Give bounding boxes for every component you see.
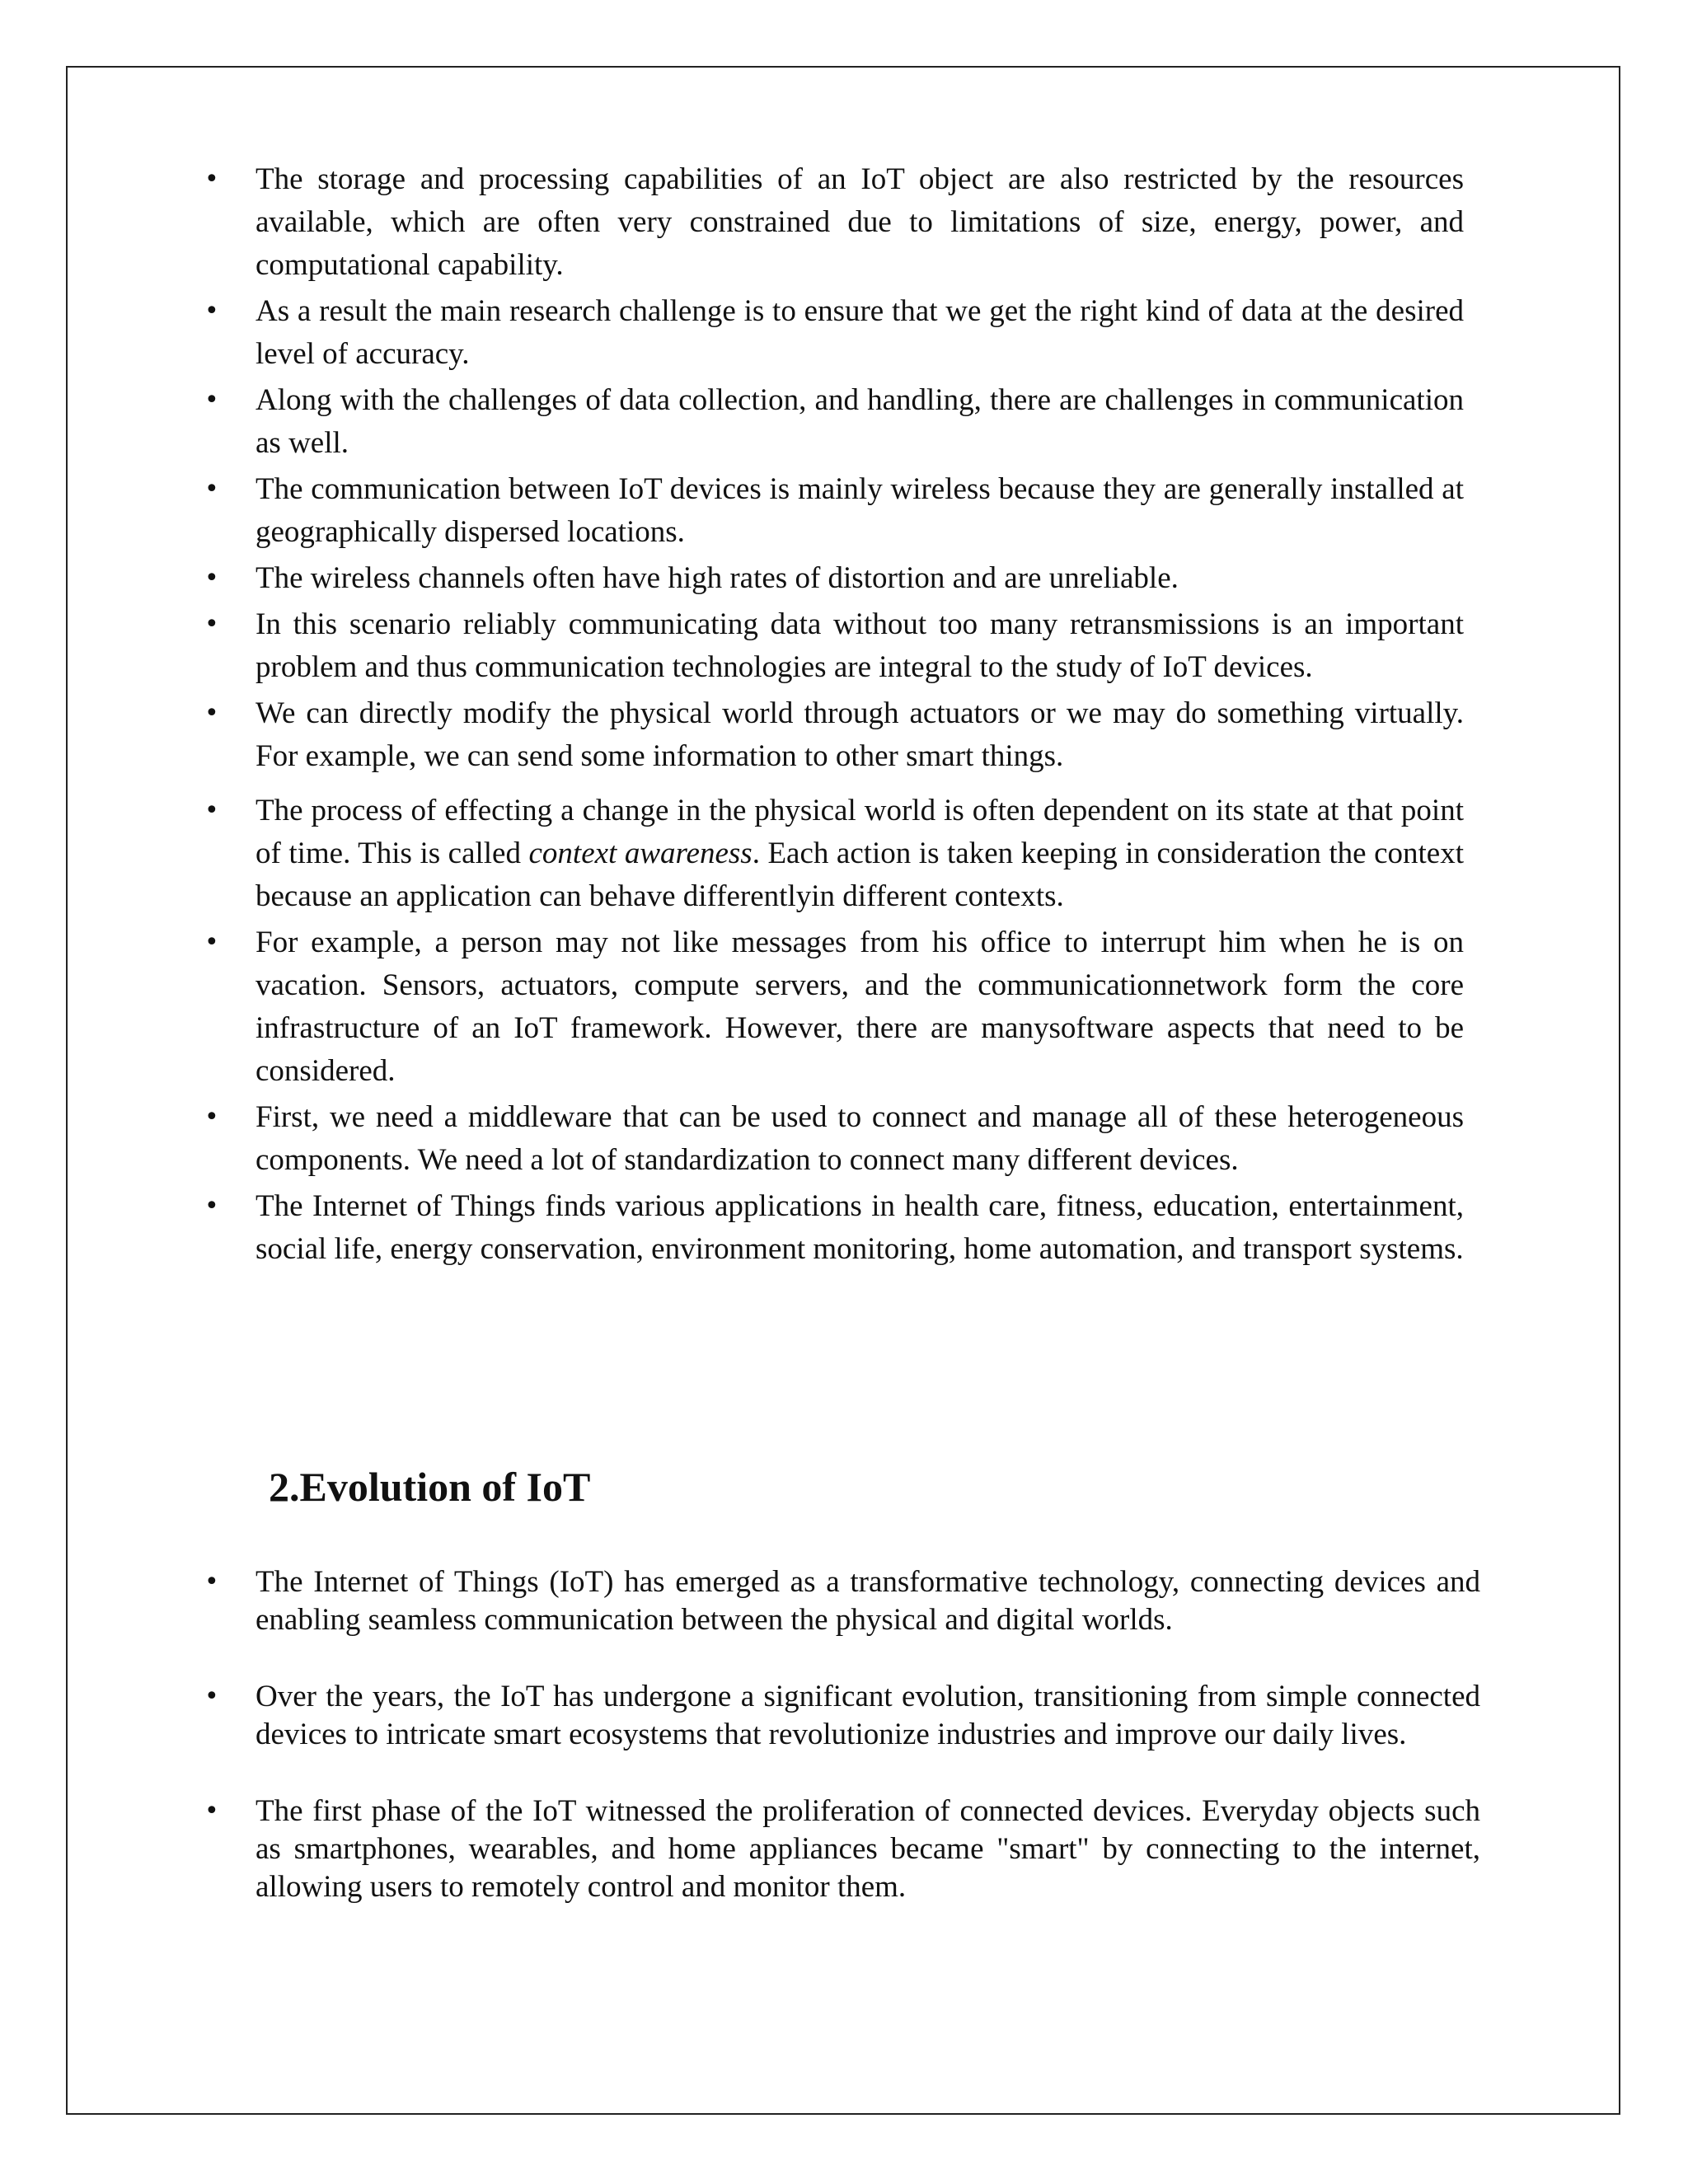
bullet-icon: • (204, 1103, 219, 1132)
list-item (204, 158, 1464, 287)
list-item-text: In this scenario reliably communicating data without too many retransmissions is an important problem and thus communication technologies are integral to the study of IoT devices. (256, 607, 1464, 684)
list-item (204, 468, 1464, 554)
list-item (204, 921, 1464, 1093)
bullet-icon: • (204, 1192, 219, 1221)
intro-bullet-list (204, 158, 1464, 1274)
bullet-icon: • (204, 1682, 219, 1711)
evolution-bullet-list (204, 1563, 1480, 1945)
list-item-text: The Internet of Things finds various applications in health care, fitness, education, entertainment, social life, energy conservation, environment monitoring, home automation, and transport systems. (256, 1189, 1464, 1266)
list-item (204, 290, 1464, 376)
list-item-text: The Internet of Things (IoT) has emerged as a transformative technology, connecting devices and enabling seamless communication between the physical and digital worlds. (256, 1565, 1480, 1637)
list-item (204, 1678, 1480, 1754)
list-item-text: Along with the challenges of data collection, and handling, there are challenges in communication as well. (256, 383, 1464, 460)
text-segment: The process of effecting a change in the physical world is often dependent on its state at that point of time. This is called (256, 794, 1464, 870)
text-segment: . Each action is taken keeping in consideration the context because an application can behave differentlyin different contexts. (256, 837, 1464, 913)
list-item-text (256, 794, 1464, 913)
list-item (204, 379, 1464, 465)
bullet-icon: • (204, 610, 219, 639)
list-item (204, 790, 1464, 918)
list-item-text: We can directly modify the physical world through actuators or we may do something virtually. For example, we can send some information to other smart things. (256, 696, 1464, 773)
list-item-text: The communication between IoT devices is mainly wireless because they are generally installed at geographically dispersed locations. (256, 472, 1464, 549)
section-heading: 2.Evolution of IoT (269, 1464, 591, 1510)
list-item-text: Over the years, the IoT has undergone a significant evolution, transitioning from simple connected devices to intricate smart ecosystems that revolutionize industries and improve our daily lives. (256, 1680, 1480, 1751)
bullet-icon: • (204, 699, 219, 728)
bullet-icon: • (204, 386, 219, 415)
bullet-icon: • (204, 796, 219, 825)
bullet-icon: • (204, 564, 219, 593)
bullet-icon: • (204, 1568, 219, 1596)
bullet-icon: • (204, 928, 219, 957)
bullet-icon: • (204, 1797, 219, 1825)
list-item-text: The first phase of the IoT witnessed the proliferation of connected devices. Everyday objects such as smartphones, wearables, and home appliances became "smart" by connecting to the internet, allowing users to remotely control and monitor them. (256, 1794, 1480, 1904)
list-item (204, 1563, 1480, 1639)
list-item (204, 1793, 1480, 1906)
list-item (204, 1096, 1464, 1182)
list-item-text: As a result the main research challenge is to ensure that we get the right kind of data at the desired level of accuracy. (256, 294, 1464, 371)
list-item (204, 603, 1464, 689)
list-item (204, 1185, 1464, 1271)
list-item-text: First, we need a middleware that can be used to connect and manage all of these heterogeneous components. We need a lot of standardization to connect many different devices. (256, 1100, 1464, 1177)
list-item (204, 692, 1464, 778)
list-item-text: For example, a person may not like messages from his office to interrupt him when he is on vacation. Sensors, actuators, compute servers, and the communicationnetwork form the core infrastructure of an IoT framework. However, there are manysoftware aspects that need to be considered. (256, 926, 1464, 1088)
italic-term: context awareness (528, 837, 753, 870)
bullet-icon: • (204, 475, 219, 504)
list-item-text: The storage and processing capabilities of an IoT object are also restricted by the resources available, which are often very constrained due to limitations of size, energy, power, and computational capability. (256, 162, 1464, 282)
bullet-icon: • (204, 297, 219, 326)
list-item (204, 557, 1464, 600)
list-item-text: The wireless channels often have high rates of distortion and are unreliable. (256, 561, 1179, 595)
bullet-icon: • (204, 165, 219, 194)
